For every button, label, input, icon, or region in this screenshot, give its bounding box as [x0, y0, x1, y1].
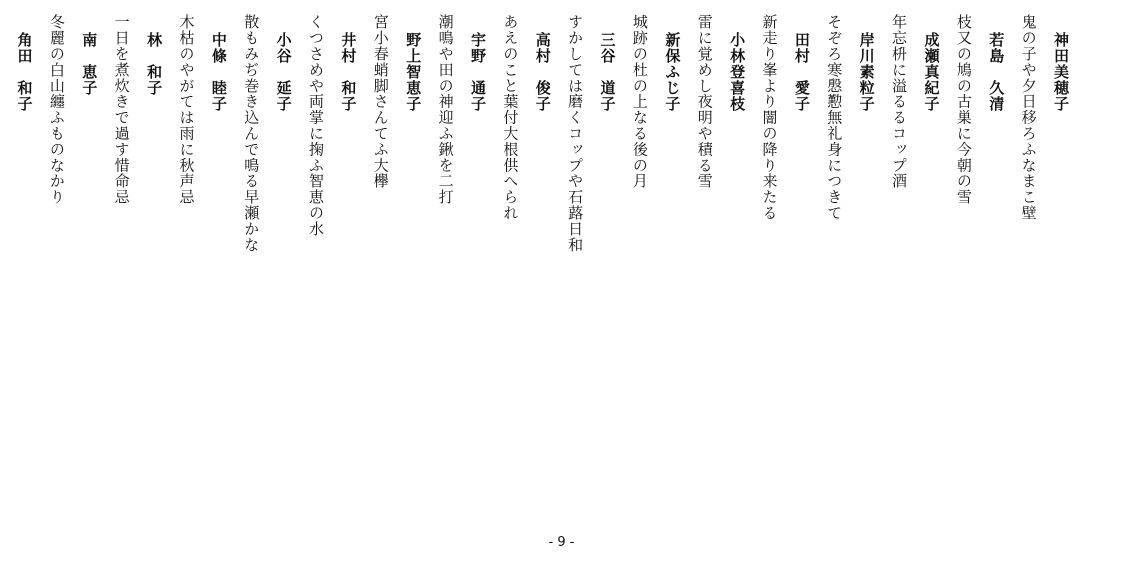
haiku-text: 散もみぢ巻き込んで鳴る早瀬かな: [242, 14, 261, 253]
haiku-entry: [818, 14, 883, 221]
haiku-text: 木枯のやがては雨に秋声忌: [177, 14, 196, 205]
haiku-entry: [41, 14, 106, 205]
haiku-column-area: [0, 14, 1077, 494]
haiku-text: 枝又の鳩の古巣に今朝の雪: [954, 14, 973, 205]
haiku-text: くつさめや両掌に掬ふ智恵の水: [307, 14, 326, 237]
haiku-text: すかしては磨くコップや石蕗日和: [566, 14, 585, 253]
haiku-text: [0, 14, 8, 237]
haiku-entry: [364, 14, 429, 189]
haiku-entry: [753, 14, 818, 221]
author-name: 井村 和子: [339, 32, 358, 112]
haiku-entry: [0, 14, 41, 237]
haiku-entry: [300, 14, 365, 237]
haiku-entry: [429, 14, 494, 205]
author-name: 若島 久清: [987, 32, 1006, 112]
haiku-entry: [170, 14, 235, 205]
author-name: 宇野 通子: [468, 32, 487, 112]
haiku-entry: [947, 14, 1012, 205]
haiku-text: 冬麗の白山纏ふものなかり: [47, 14, 66, 205]
haiku-entry: [688, 14, 753, 189]
haiku-text: 年忘枡に溢るるコップ酒: [890, 14, 909, 189]
haiku-entry: [1012, 14, 1077, 221]
author-name: 小谷 延子: [274, 32, 293, 112]
haiku-text: あえのこと葉付大根供へられ: [501, 14, 520, 221]
haiku-text: 宮小春蛸脚さんてふ大欅: [371, 14, 390, 189]
author-name: 林 和子: [145, 32, 164, 96]
haiku-entry: [494, 14, 559, 221]
haiku-text: 城跡の杜の上なる後の月: [630, 14, 649, 189]
author-name: 中條 睦子: [209, 32, 228, 112]
author-name: 南 恵子: [80, 32, 99, 96]
haiku-entry: [235, 14, 300, 253]
haiku-text: 雷に覚めし夜明や積る雪: [695, 14, 714, 189]
haiku-entry: [624, 14, 689, 189]
author-name: 野上智恵子: [404, 32, 423, 112]
haiku-text: 新走り峯より闇の降り来たる: [760, 14, 779, 221]
haiku-text: 一日を煮炊きで過す惜命忌: [112, 14, 131, 205]
haiku-text: そぞろ寒慇懃無礼身につきて: [825, 14, 844, 221]
author-name: 角田 和子: [15, 32, 34, 112]
haiku-entry: [883, 14, 948, 189]
author-name: 田村 愛子: [792, 32, 811, 112]
haiku-text: 潮鳴や田の神迎ふ鍬を二打: [436, 14, 455, 205]
author-name: 成瀬真紀子: [922, 32, 941, 112]
author-name: 新保ふじ子: [663, 32, 682, 112]
author-name: 神田美穂子: [1052, 32, 1070, 112]
haiku-text: 鬼の子や夕日移ろふなまこ壁: [1019, 14, 1038, 221]
author-name: 三谷 道子: [598, 32, 617, 112]
author-name: 高村 俊子: [533, 32, 552, 112]
haiku-entry: [105, 14, 170, 205]
author-name: 岸川素粒子: [857, 32, 876, 112]
author-name: 小林登喜枝: [728, 32, 747, 112]
page-number: - 9 -: [548, 535, 575, 550]
haiku-entry: [559, 14, 624, 253]
